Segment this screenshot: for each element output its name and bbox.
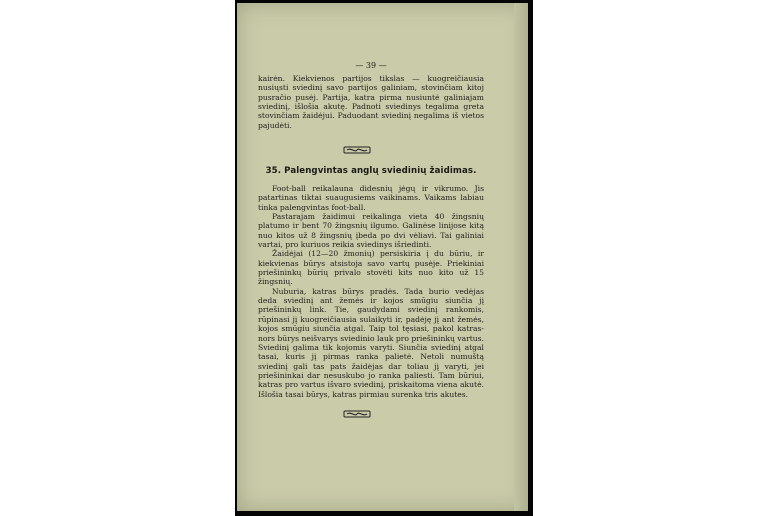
divider-ornament-bottom xyxy=(343,410,371,418)
paragraph: Foot-ball reikalauna didesnių jėgų ir vikrumo. Jis patartinas tiktai suaugusiems vaikinams. Vaikams labiau tinka palengvintas foot-ball. xyxy=(258,184,484,212)
top-paragraph: kairėn. Kiekvienos partijos tikslas — kuogreičiausia nusiųsti sviedinį savo partijos galiniam, stovinčiam kitoj pusračio pusėj. Partija, katra pirma nusiuntė galiniajam sviedinį, išlošia akutę. Padnoti sviedinys tegalima greta stovinčiam žaidėjui. Paduodant sviedinį negalima iš vietos pajudėti. xyxy=(258,74,484,130)
top-paragraph-block xyxy=(258,74,484,130)
section-title: 35. Palengvintas anglų sviedinių žaidimas. xyxy=(265,166,477,176)
paragraph: Pastarajam žaidimui reikalinga vieta 40 žingsnių platumo ir bent 70 žingsnių ilgumo. Galinėse linijose kitą nuo kitos už 8 žingsnių įbeda po dvi vėliavi. Tai galiniai vartai, pro kuriuos reikia sviedinys išriedinti. xyxy=(258,212,484,250)
paragraph: Žaidėjai (12—20 žmonių) persiskiria į du būriu, ir kiekvienas būrys atsistoja savo vartų pusėje. Priekiniai priešininkų būrių privalo stovėti kits nuo kito už 15 žingsnių. xyxy=(258,249,484,287)
divider-ornament-top xyxy=(343,146,371,154)
body-text xyxy=(258,184,484,399)
page-number: — 39 — xyxy=(355,61,387,70)
page-edge xyxy=(514,3,528,511)
paragraph: Nuburia, katras būrys pradės. Tada burio vedėjas deda sviedinį ant žemės ir kojos smūgiu siunčia jį priešininkų link. Tie, gaudydami sviedinį rankomis, rūpinasi jį kuogreičiausia sulaikyti ir, padėję jį ant žemės, kojos smūgiu siunčia atgal. Taip tol tęsiasi, pakol katras-nors būrys neišvarys sviedinio lauk pro priešininkų vartus. Sviedinį galima tik kojomis varyti. Siunčia sviedinį atgal tasai, kuris jį pirmas ranka palietė. Netoli numuštą sviedinį gali tas pats žaidėjas dar toliau jį varyti, jei priešininkai dar nesuskubo jo ranka paliesti. Tam būriui, katras pro vartus išvaro sviedinį, priskaitoma viena akutė. Išlošia tasai būrys, katras pirmiau surenka tris akutes. xyxy=(258,286,484,399)
